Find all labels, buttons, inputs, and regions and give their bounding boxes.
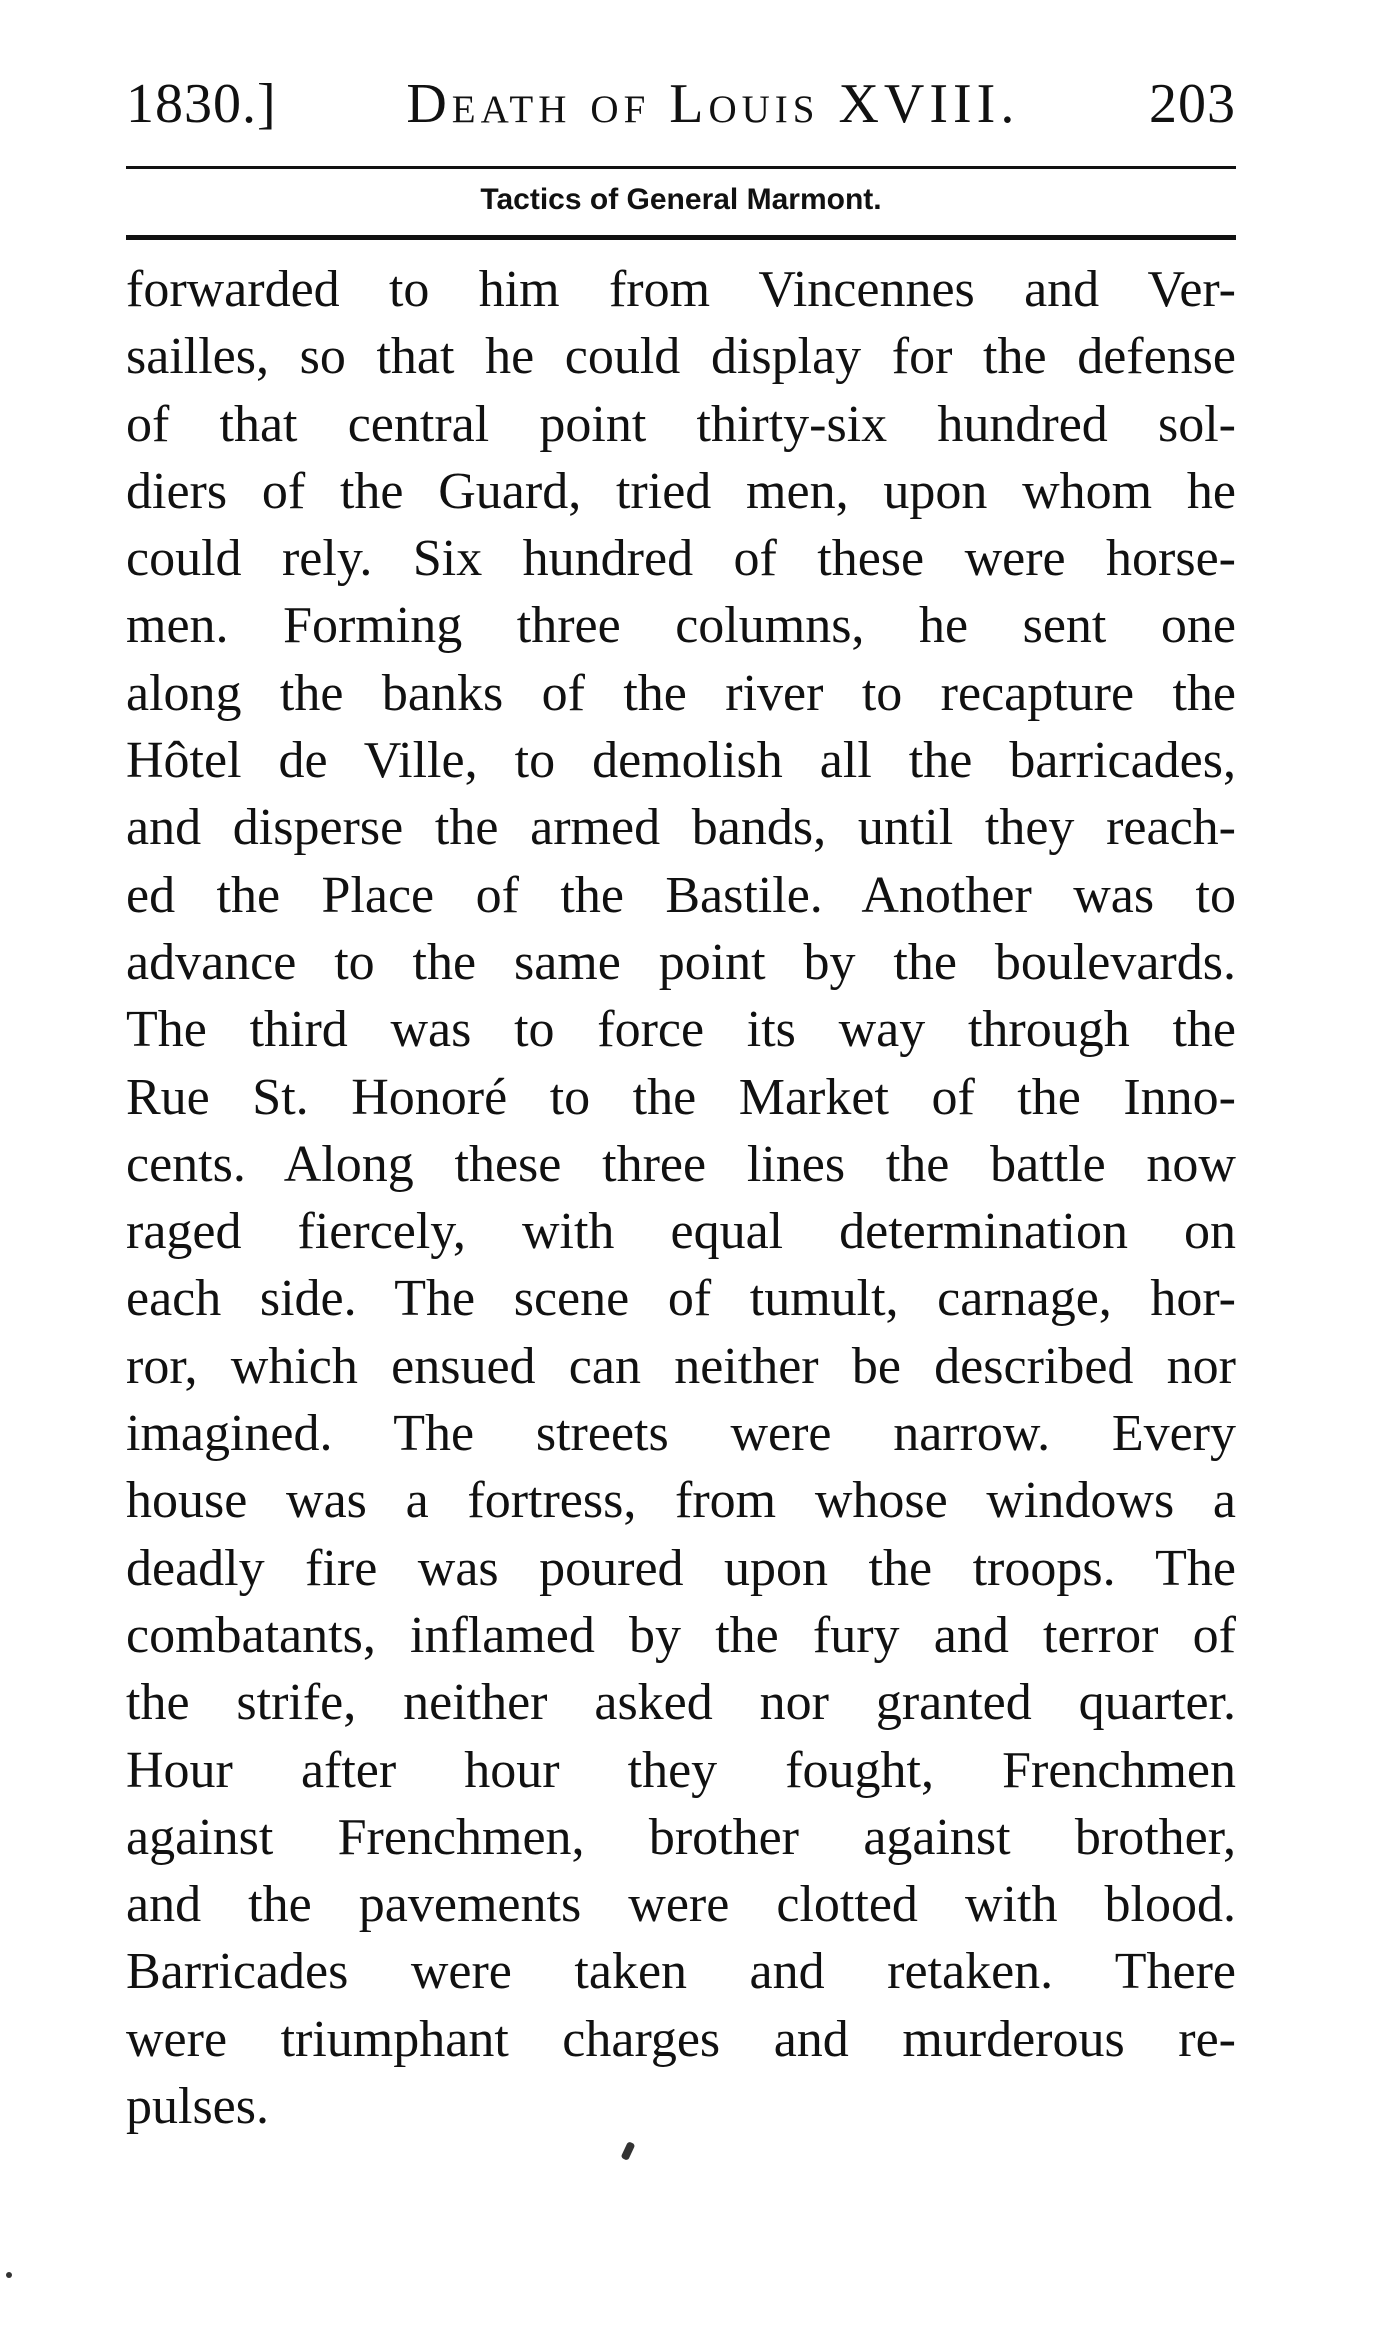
header-title: Death of Louis XVIII. bbox=[406, 73, 1020, 135]
ink-speck bbox=[6, 2272, 12, 2278]
text-line: could rely. Six hundred of these were horse- bbox=[126, 530, 1236, 588]
text-line: ror, which ensued can neither be described nor bbox=[126, 1337, 1236, 1395]
text-line: combatants, inflamed by the fury and terror of bbox=[126, 1606, 1236, 1664]
text-line: Hour after hour they fought, Frenchmen bbox=[126, 1741, 1236, 1799]
running-head bbox=[126, 70, 1236, 138]
subheading-rule bbox=[126, 235, 1236, 240]
text-line: cents. Along these three lines the battle now bbox=[126, 1135, 1236, 1193]
body-text bbox=[126, 256, 1236, 2140]
text-line: each side. The scene of tumult, carnage, hor- bbox=[126, 1270, 1236, 1328]
text-line: imagined. The streets were narrow. Every bbox=[126, 1405, 1236, 1463]
text-line: against Frenchmen, brother against brother, bbox=[126, 1808, 1236, 1866]
text-line: diers of the Guard, tried men, upon whom he bbox=[126, 462, 1236, 520]
ink-speck bbox=[621, 2141, 636, 2161]
text-line: of that central point thirty-six hundred sol- bbox=[126, 395, 1236, 453]
text-line: forwarded to him from Vincennes and Ver- bbox=[126, 261, 1236, 318]
text-line: men. Forming three columns, he sent one bbox=[126, 597, 1236, 655]
text-line: pulses. bbox=[126, 2078, 269, 2136]
text-line: The third was to force its way through the bbox=[126, 1001, 1236, 1059]
text-line: sailles, so that he could display for the defense bbox=[126, 328, 1236, 386]
text-line: were triumphant charges and murderous re- bbox=[126, 2010, 1236, 2068]
header-rule bbox=[126, 166, 1236, 169]
text-line: Rue St. Honoré to the Market of the Inno- bbox=[126, 1068, 1236, 1126]
section-subheading: Tactics of General Marmont. bbox=[480, 183, 882, 216]
text-line: Barricades were taken and retaken. There bbox=[126, 1943, 1236, 2001]
text-line: deadly fire was poured upon the troops. The bbox=[126, 1539, 1236, 1597]
text-line: advance to the same point by the boulevards. bbox=[126, 933, 1236, 991]
text-line: raged fiercely, with equal determination on bbox=[126, 1203, 1236, 1261]
text-line: the strife, neither asked nor granted quarter. bbox=[126, 1674, 1236, 1732]
text-line: ed the Place of the Bastile. Another was to bbox=[126, 866, 1236, 924]
text-line: and the pavements were clotted with blood. bbox=[126, 1876, 1236, 1934]
text-line: along the banks of the river to recapture the bbox=[126, 664, 1236, 722]
page-number: 203 bbox=[1149, 73, 1236, 135]
header-date: 1830.] bbox=[126, 73, 277, 135]
text-line: Hôtel de Ville, to demolish all the barricades, bbox=[126, 732, 1236, 790]
text-line: house was a fortress, from whose windows a bbox=[126, 1472, 1236, 1530]
book-page bbox=[126, 70, 1236, 2140]
text-line: and disperse the armed bands, until they reach- bbox=[126, 799, 1236, 857]
